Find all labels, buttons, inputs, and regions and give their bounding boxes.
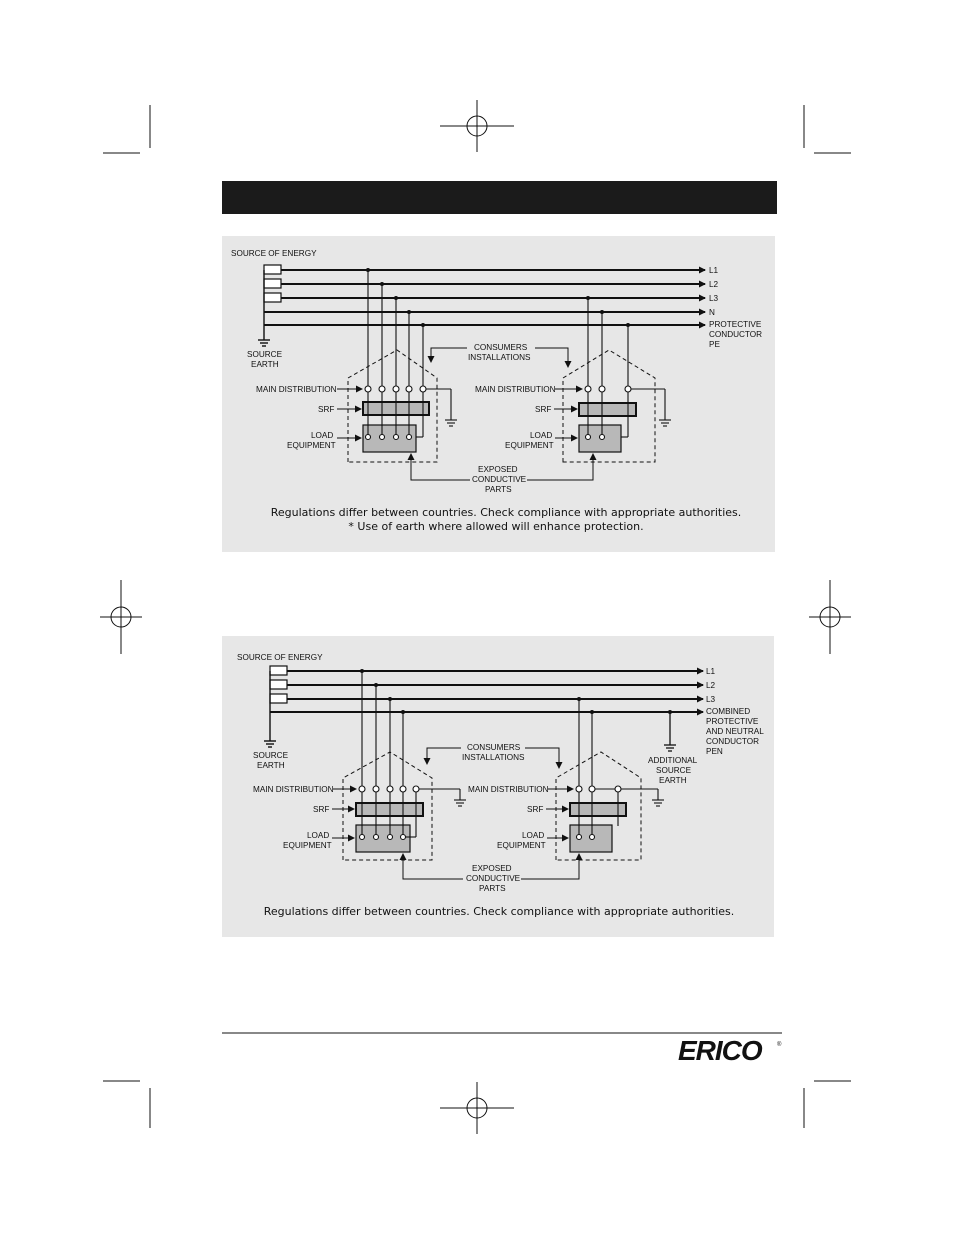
d2-source-label: SOURCE OF ENERGY	[237, 653, 323, 662]
d1-pe-1: PROTECTIVE	[709, 320, 762, 329]
d1-srf-2: SRF	[535, 405, 552, 414]
d2-load-2a: LOAD	[522, 831, 545, 840]
d2-exposed-1: EXPOSED	[472, 864, 512, 873]
d2-source-earth-2: EARTH	[257, 761, 285, 770]
d1-label-l3: L3	[709, 294, 719, 303]
header-bar	[222, 181, 777, 214]
d2-pen-3: AND NEUTRAL	[706, 727, 764, 736]
d1-source-earth-1: SOURCE	[247, 350, 283, 359]
d2-winding-2	[270, 680, 287, 689]
d1-pe-2: CONDUCTOR	[709, 330, 763, 339]
d1-load-2b: EQUIPMENT	[505, 441, 554, 450]
d1-main-dist-1: MAIN DISTRIBUTION	[256, 385, 337, 394]
d2-pen-5: PEN	[706, 747, 723, 756]
registration-mark-top	[440, 100, 514, 152]
d2-label-l3: L3	[706, 695, 716, 704]
d2-add-earth-1: ADDITIONAL	[648, 756, 698, 765]
d2-note-1: Regulations differ between countries. Check compliance with appropriate authorities.	[263, 905, 735, 918]
d1-exposed-1: EXPOSED	[478, 465, 518, 474]
d1-pe-3: PE	[709, 340, 720, 349]
d2-main-dist-1: MAIN DISTRIBUTION	[253, 785, 334, 794]
d2-winding-1	[270, 666, 287, 675]
d1-source-earth-2: EARTH	[251, 360, 279, 369]
d2-pen-2: PROTECTIVE	[706, 717, 759, 726]
d1-srf-1: SRF	[318, 405, 335, 414]
d1-label-n: N	[709, 308, 715, 317]
d1-winding-2	[264, 279, 281, 288]
d1-label-l2: L2	[709, 280, 719, 289]
d2-add-earth-3: EARTH	[659, 776, 687, 785]
d1-winding-1	[264, 265, 281, 274]
registration-mark-left	[100, 580, 142, 654]
d2-srf-2: SRF	[527, 805, 544, 814]
registered-mark-icon: ®	[777, 1042, 782, 1048]
erico-logo-text: ERICO	[678, 1035, 762, 1066]
d2-exposed-3: PARTS	[479, 884, 506, 893]
d1-load-2a: LOAD	[530, 431, 553, 440]
d1-main-dist-2: MAIN DISTRIBUTION	[475, 385, 556, 394]
registration-mark-right	[809, 580, 851, 654]
d2-load-1a: LOAD	[307, 831, 330, 840]
d2-add-earth-2: SOURCE	[656, 766, 692, 775]
d1-consumers-2: INSTALLATIONS	[468, 353, 531, 362]
d1-label-l1: L1	[709, 266, 719, 275]
d2-load-2b: EQUIPMENT	[497, 841, 546, 850]
d2-load-1b: EQUIPMENT	[283, 841, 332, 850]
registration-mark-bottom	[440, 1082, 514, 1134]
d1-note-1: Regulations differ between countries. Check compliance with appropriate authorities.	[270, 506, 742, 519]
d2-pen-4: CONDUCTOR	[706, 737, 760, 746]
d1-exposed-3: PARTS	[485, 485, 512, 494]
d2-consumers-1: CONSUMERS	[467, 743, 521, 752]
d2-pen-1: COMBINED	[706, 707, 751, 716]
d2-consumers-2: INSTALLATIONS	[462, 753, 525, 762]
erico-logo	[678, 1035, 782, 1066]
d1-consumers-1: CONSUMERS	[474, 343, 528, 352]
d1-note-2: * Use of earth where allowed will enhance protection.	[348, 520, 644, 533]
d1-winding-3	[264, 293, 281, 302]
d2-exposed-2: CONDUCTIVE	[466, 874, 521, 883]
d1-source-label: SOURCE OF ENERGY	[231, 249, 317, 258]
d2-label-l2: L2	[706, 681, 716, 690]
d2-srf-1: SRF	[313, 805, 330, 814]
d2-label-l1: L1	[706, 667, 716, 676]
d2-winding-3	[270, 694, 287, 703]
d2-source-earth-1: SOURCE	[253, 751, 289, 760]
d1-load-1b: EQUIPMENT	[287, 441, 336, 450]
d1-load-1a: LOAD	[311, 431, 334, 440]
d1-exposed-2: CONDUCTIVE	[472, 475, 527, 484]
d2-main-dist-2: MAIN DISTRIBUTION	[468, 785, 549, 794]
